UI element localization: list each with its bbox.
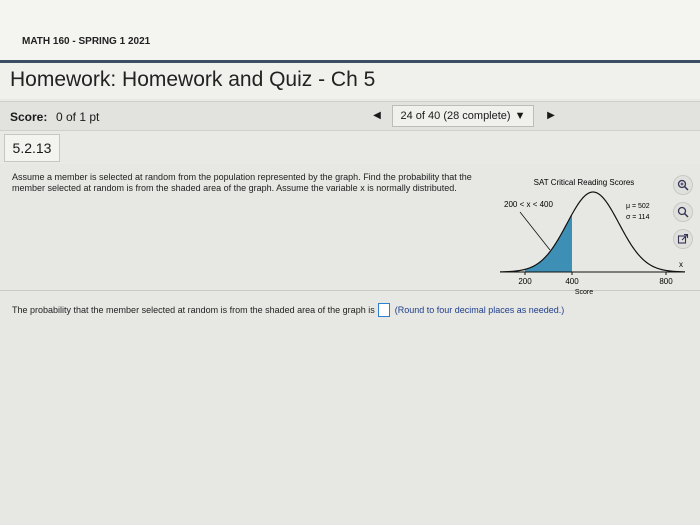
score-label: Score:	[10, 110, 48, 124]
graph-mean-label: μ = 502	[626, 203, 650, 210]
shaded-area	[525, 214, 572, 272]
tick-label-400: 400	[565, 277, 579, 286]
answer-line	[12, 303, 564, 317]
score-bar	[0, 101, 700, 131]
question-text: Assume a member is selected at random from the population represented by the graph. Find the probability that the member selected at random is from the shaded area of the graph. Assume the variable x is normally distributed.	[12, 172, 472, 193]
question-number: 5.2.13	[4, 134, 60, 162]
x-axis-label: Score	[574, 289, 594, 296]
zoom-in-icon	[677, 179, 689, 191]
rounding-hint: (Round to four decimal places as needed.)	[394, 305, 565, 315]
tick-label-800: 800	[659, 277, 673, 286]
normal-distribution-graph	[500, 172, 690, 296]
zoom-in-button[interactable]	[673, 175, 693, 195]
zoom-out-icon	[677, 206, 689, 218]
zoom-out-button[interactable]	[673, 202, 693, 222]
graph-title: SAT Critical Reading Scores	[533, 178, 635, 187]
interval-pointer	[520, 212, 550, 250]
question-progress-dropdown[interactable]	[392, 105, 534, 127]
answer-input[interactable]	[378, 303, 390, 317]
x-variable-label: x	[679, 260, 683, 269]
section-divider	[0, 290, 700, 291]
top-bar	[0, 0, 700, 63]
next-question-button[interactable]	[544, 108, 558, 122]
graph-interval-label: 200 < x < 400	[504, 200, 553, 209]
graph-sd-label: σ = 114	[626, 214, 650, 221]
score-value: 0 of 1 pt	[56, 110, 100, 124]
course-name: MATH 160 - SPRING 1 2021	[22, 36, 151, 47]
caret-down-icon: ▼	[514, 110, 526, 122]
triangle-left-icon: ◀	[373, 109, 381, 121]
previous-question-button[interactable]	[370, 108, 384, 122]
triangle-right-icon: ▶	[547, 109, 555, 121]
open-external-icon	[677, 233, 689, 245]
question-progress-text: 24 of 40 (28 complete)	[400, 110, 511, 122]
tick-label-200: 200	[518, 277, 532, 286]
page-title: Homework: Homework and Quiz - Ch 5	[10, 68, 376, 91]
open-external-button[interactable]	[673, 229, 693, 249]
answer-prompt: The probability that the member selected at random is from the shaded area of the graph is	[12, 305, 375, 315]
